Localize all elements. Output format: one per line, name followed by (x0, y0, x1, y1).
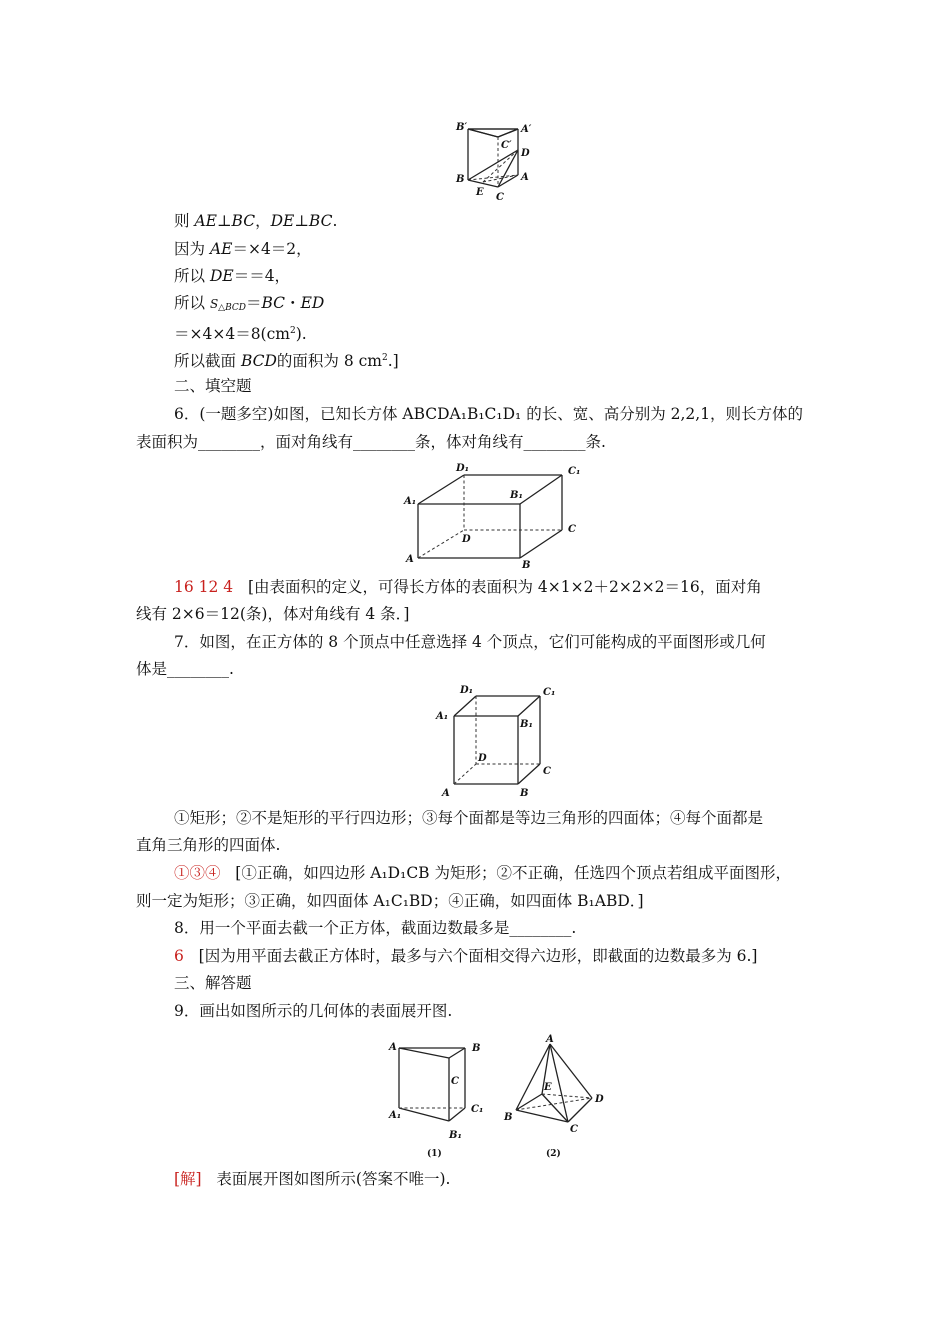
solution-line-6: 所以截面 BCD的面积为 8 $cm^2$.] (174, 352, 399, 370)
label-A: A (521, 172, 529, 183)
cube-figure (430, 684, 570, 799)
label-D: D (462, 534, 471, 545)
q7-line-1: 7．如图，在正方体的 8 个顶点中任意选择 4 个顶点，它们可能构成的平面图形或几何 (174, 633, 766, 651)
caption-2: (2) (546, 1149, 561, 1159)
label-E: E (476, 187, 484, 198)
label-C: C (543, 766, 551, 777)
label-D1: D₁ (460, 685, 474, 696)
q8-answer-line: 6 [因为用平面去截正方体时，最多与六个面相交得六边形，即截面的边数最多为 6.] (174, 947, 758, 965)
solution-line-2: 因为 AE＝×4＝2， (174, 240, 312, 258)
label-D1: D₁ (456, 463, 470, 474)
label-D: D (521, 148, 530, 159)
solution-line-3: 所以 DE＝＝4， (174, 267, 291, 285)
label-B: B (472, 1043, 481, 1054)
solution-line-4: 所以 $S_{\triangle BCD}=BC$・ED (174, 294, 325, 313)
label-B: B (456, 174, 465, 185)
q9-line: 9．画出如图所示的几何体的表面展开图. (174, 1002, 453, 1020)
label-C1: C₁ (568, 466, 581, 477)
label-Bp: B′ (456, 122, 468, 133)
prism-figure-1 (385, 1036, 495, 1161)
q6-line-2: 表面积为________，面对角线有________条，体对角线有________条. (136, 433, 606, 451)
label-B1: B₁ (520, 719, 533, 730)
label-Ap: A′ (521, 124, 532, 135)
q6-line-1: 6．(一题多空)如图，已知长方体 ABCDA₁B₁C₁D₁ 的长、宽、高分别为 2,2,1，则长方体的 (174, 405, 804, 423)
label-B: B (522, 560, 531, 571)
label-Cp: C′ (501, 140, 512, 151)
label-C: C (568, 524, 576, 535)
pyramid-figure-2 (500, 1032, 610, 1162)
label-A1: A₁ (436, 711, 449, 722)
label-A: A (442, 788, 450, 799)
prism-section-figure (450, 120, 540, 205)
label-B1: B₁ (510, 490, 523, 501)
q7-answer-line-1: ①③④ [①正确，如四边形 A₁D₁CB 为矩形；②不正确，任选四个顶点若组成平面图形， (174, 864, 791, 882)
label-D: D (478, 753, 487, 764)
caption-1: (1) (427, 1149, 442, 1159)
q7-answer-line-2: 则一定为矩形；③正确，如四面体 A₁C₁BD；④正确，如四面体 B₁ABD．] (136, 892, 644, 910)
label-pE: E (544, 1082, 552, 1093)
label-pC: C (570, 1124, 578, 1135)
q6-answer-line-1: 16 12 4 [由表面积的定义，可得长方体的表面积为 4×1×2＋2×2×2＝16，面对角 (174, 578, 762, 596)
q9-solution-line: [解] 表面展开图如图所示(答案不唯一). (174, 1170, 451, 1188)
label-A1: A₁ (389, 1110, 402, 1121)
solution-tag: [解] (174, 1170, 202, 1188)
cuboid-figure (400, 460, 590, 570)
label-A: A (389, 1042, 397, 1053)
q7-options-line-2: 直角三角形的四面体. (136, 836, 281, 854)
label-pA: A (546, 1034, 554, 1045)
label-pD: D (595, 1094, 604, 1105)
label-A1: A₁ (404, 496, 417, 507)
section-heading-fill-blank: 二、填空题 (174, 377, 252, 395)
q8-line: 8．用一个平面去截一个正方体，截面边数最多是________. (174, 919, 577, 937)
label-pB: B (504, 1112, 513, 1123)
label-C: C (496, 192, 504, 203)
section-heading-answer: 三、解答题 (174, 974, 252, 992)
label-B: B (520, 788, 529, 799)
label-A: A (406, 554, 414, 565)
label-B1: B₁ (449, 1130, 462, 1141)
q7-line-2: 体是________. (136, 660, 234, 678)
label-C1: C₁ (471, 1104, 484, 1115)
q7-options-line-1: ①矩形；②不是矩形的平行四边形；③每个面都是等边三角形的四面体；④每个面都是 (174, 809, 764, 827)
label-C: C (451, 1076, 459, 1087)
solution-line-1: 则 AE⊥BC，DE⊥BC. (174, 212, 338, 230)
q6-answer-line-2: 线有 2×6＝12(条)，体对角线有 4 条．] (136, 605, 410, 623)
label-C1: C₁ (543, 687, 556, 698)
solution-line-5: $=\times 4\times 4=8(cm^2)$. (174, 325, 307, 343)
